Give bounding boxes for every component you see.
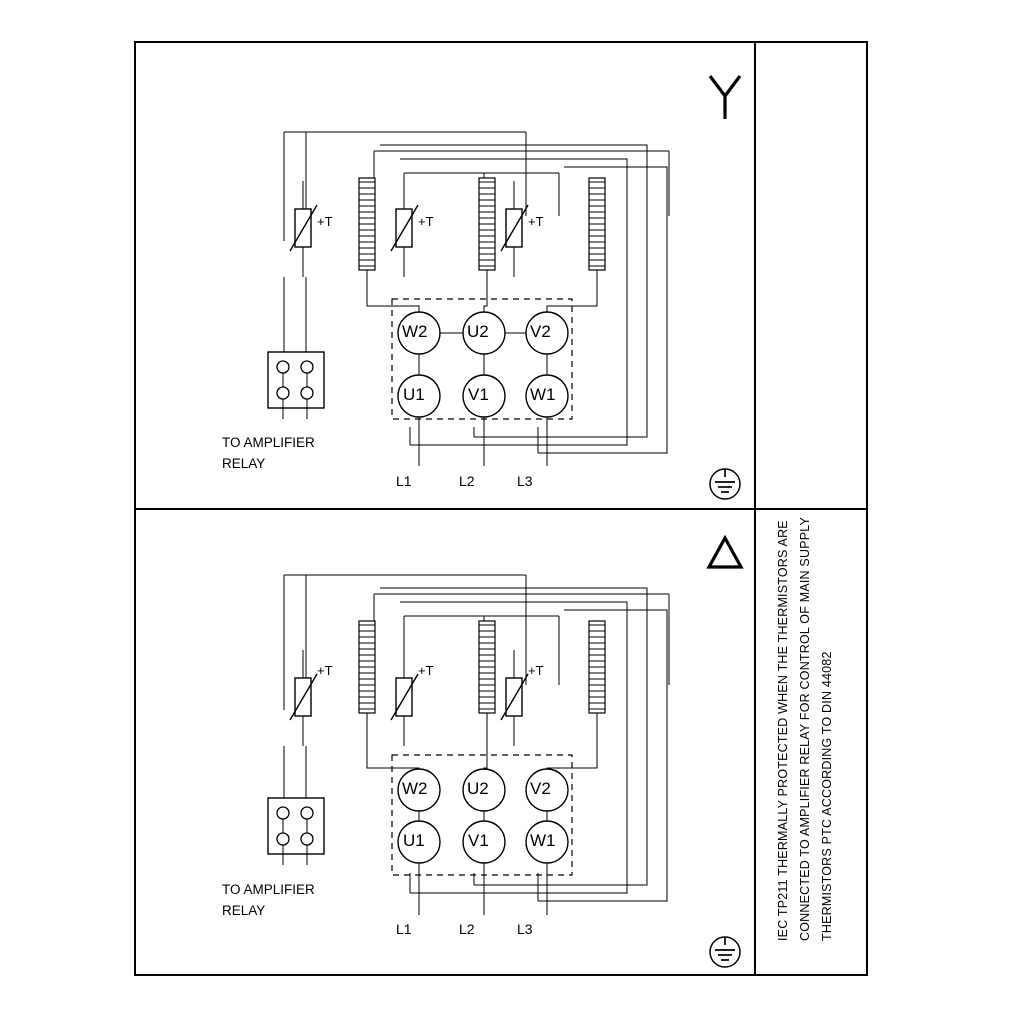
thermistor-label-1: +T — [317, 214, 333, 229]
winding-label-w1-delta: W1 — [530, 831, 556, 850]
phase-label-l3: L3 — [517, 473, 533, 489]
amplifier-relay-label-line2-delta: RELAY — [222, 903, 266, 918]
winding-label-v1-delta: V1 — [468, 831, 489, 850]
winding-label-w2: W2 — [402, 322, 428, 341]
winding-label-v2: V2 — [530, 322, 551, 341]
thermistor-label-3-delta: +T — [528, 663, 544, 678]
winding-label-w1: W1 — [530, 385, 556, 404]
winding-label-u1: U1 — [403, 385, 425, 404]
note-line-2: CONNECTED TO AMPLIFIER RELAY FOR CONTROL OF MAIN SUPPLY — [798, 516, 812, 941]
winding-label-v2-delta: V2 — [530, 779, 551, 798]
amplifier-relay-label-line2: RELAY — [222, 456, 266, 471]
winding-label-v1: V1 — [468, 385, 489, 404]
winding-label-u2-delta: U2 — [467, 779, 489, 798]
winding-label-u1-delta: U1 — [403, 831, 425, 850]
phase-label-l1-delta: L1 — [396, 921, 412, 937]
amplifier-relay-label-line1: TO AMPLIFIER — [222, 435, 315, 450]
phase-label-l3-delta: L3 — [517, 921, 533, 937]
winding-label-w2-delta: W2 — [402, 779, 428, 798]
winding-label-u2: U2 — [467, 322, 489, 341]
thermistor-label-2: +T — [418, 214, 434, 229]
phase-label-l2-delta: L2 — [459, 921, 475, 937]
thermistor-label-1-delta: +T — [317, 663, 333, 678]
thermistor-label-3: +T — [528, 214, 544, 229]
amplifier-relay-label-line1-delta: TO AMPLIFIER — [222, 882, 315, 897]
phase-label-l2: L2 — [459, 473, 475, 489]
note-line-1: IEC TP211 THERMALLY PROTECTED WHEN THE THERMISTORS ARE — [776, 520, 790, 941]
notes-block — [756, 41, 868, 976]
note-line-3: THERMISTORS PTC ACCORDING TO DIN 44082 — [820, 651, 834, 941]
phase-label-l1: L1 — [396, 473, 412, 489]
thermistor-label-2-delta: +T — [418, 663, 434, 678]
